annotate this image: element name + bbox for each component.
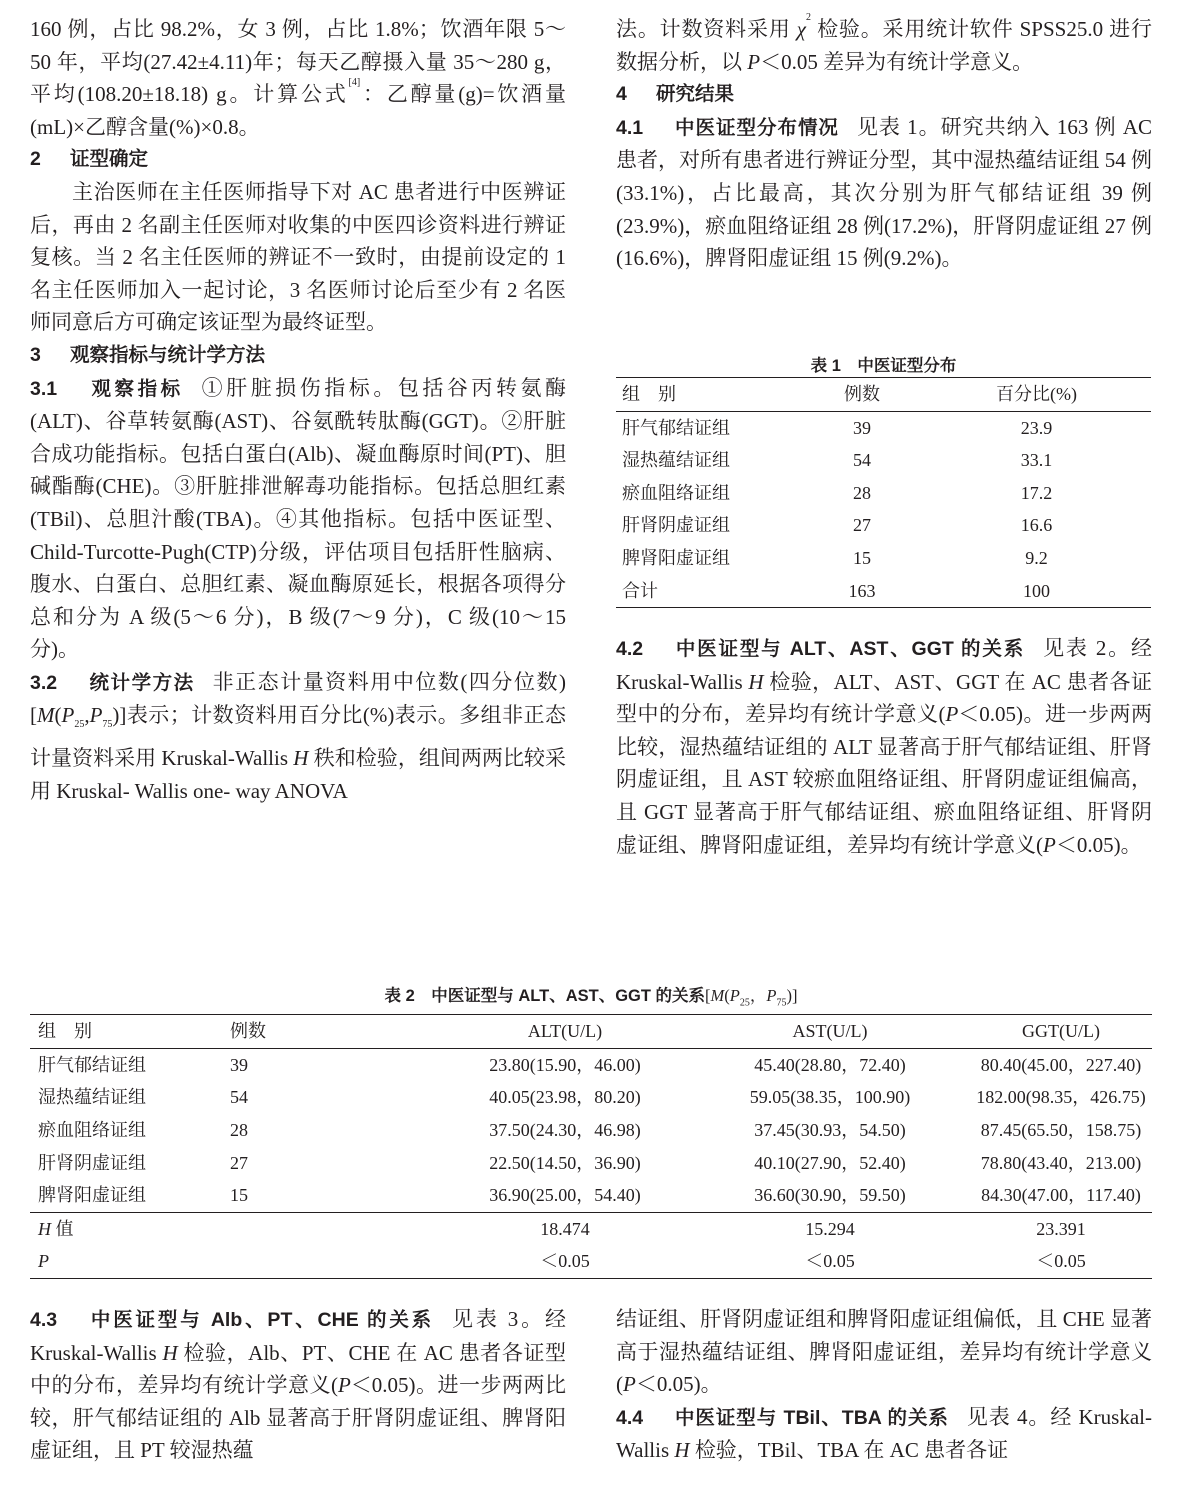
header-group: 组 别 [38,1021,92,1042]
count-cell: 27 [230,1152,248,1173]
section-title: 研究结果 [656,83,735,106]
section-4-2-heading [616,638,1025,660]
count-cell: 163 [848,580,876,601]
group-cell: 瘀血阻络证组 [622,482,730,503]
section-4-2-paragraph [616,632,1152,861]
section-body: 见表 3。经 Kruskal-Wallis [30,1307,566,1365]
section-4-1-paragraph [616,111,1152,275]
section-number: 4.3 [30,1309,58,1331]
table-1 [616,355,1151,608]
math-P: P [945,702,959,727]
section-number: 4.4 [616,1406,644,1429]
subscript: 75 [776,997,787,1009]
intro-paragraph [30,13,566,143]
percent-cell: 9.2 [1025,547,1048,568]
right-column [616,13,1152,275]
section-body: ]表示；计数资料用百分比(%)表示。多组非正态计量资料采用 Kruskal-Wallis [30,703,566,771]
group-cell: 湿热蕴结证组 [38,1087,146,1108]
empty-cell [206,1245,440,1278]
section-body: 检验，Alb、PT、CHE 在 AC 患者各证型中的分布，差异均有统计学意义( [30,1340,566,1398]
math-P: P [61,703,75,728]
section-4-3-block [30,1303,566,1467]
section-4-3-paragraph [30,1303,566,1467]
math-H: H [748,669,764,694]
count-cell: 39 [230,1054,248,1075]
section-number: 3.2 [30,671,58,694]
group-cell: 肝肾阴虚证组 [622,515,730,536]
section-number: 3.1 [30,377,58,400]
section-3-1-heading [30,378,184,400]
group-cell: 脾肾阳虚证组 [622,547,730,568]
section-body: ①肝脏损伤指标。包括谷丙转氨酶(ALT)、谷草转氨酶(AST)、谷氨酰转肽酶(GGT)。②肝脏合成功能指标。包括白蛋白(Alb)、凝血酶原时间(PT)、胆碱酯酶(CHE)。③肝脏排泄解毒功能指标。包括总胆红素(TBil)、总胆汁酸(TBA)。④其他指标。包括中医证型、Child-Turcotte-Pugh(CTP)分级，评估项目包括肝性脑病、腹水、白蛋白、总胆红素、凝血酶原延长，根据各项得分总和分为 A 级(5～6 分)，B 级(7～9 分)，C 级(10～15 分)。 [30,375,566,662]
caption-title: 中医证型与 ALT、AST、GGT 的关系 [431,987,706,1005]
p-alt: ＜0.05 [540,1251,590,1272]
alt-cell: 40.05(23.98，80.20) [489,1087,641,1108]
h-ggt: 23.391 [1036,1218,1086,1239]
header-ggt: GGT(U/L) [1022,1021,1100,1042]
math-P: P [623,1372,636,1397]
section-3-2-paragraph: 3.2 统计学方法 非正态计量资料用中位数(四分位数)$[M(P_{25},P_{75})]$表示；计数资料用百分比(%)表示。多组非正态计量资料采用 Kruskal-Wallis H 秩和检验，组间两两比较采用 Kruskal- Wallis one- way ANOVA [30,666,566,808]
table-row [616,411,1151,444]
section-body: 见表 1。研究共纳入 163 例 AC 患者，对所有患者进行辨证分型，其中湿热蕴结证组 54 例(33.1%)，占比最高，其次分别为肝气郁结证组 39 例(23.9%)，瘀血阻络证组 28 例(17.2%)，肝肾阴虚证组 27 例(16.6%)，脾肾阳虚证组 15 例(9.2%)。 [616,114,1152,271]
group-cell: 湿热蕴结证组 [622,450,730,471]
count-cell: 15 [853,547,871,568]
group-cell: 肝气郁结证组 [622,417,730,438]
ast-cell: 40.10(27.90，52.40) [754,1152,906,1173]
alt-cell: 23.80(15.90，46.00) [489,1054,641,1075]
section-4-4-heading [616,1407,949,1429]
caption-title: 中医证型分布 [857,357,957,375]
section-title: 观察指标 [88,377,184,400]
math-P: P [1043,832,1056,857]
ggt-cell: 78.80(43.40，213.00) [980,1152,1142,1173]
math-P: P [729,986,740,1005]
section-body: 见表 4。经 Kruskal-Wallis [616,1404,1152,1463]
continuation-paragraph [616,13,1152,78]
section-4-4-paragraph [616,1401,1152,1467]
p-label [30,1245,206,1278]
body-text: 法。计数资料采用 [616,17,797,41]
table-row [616,509,1151,542]
table-1-caption [616,355,1151,377]
math-P: P [38,1251,49,1272]
count-cell: 28 [853,482,871,503]
math-H: H [38,1218,51,1239]
section-number: 4 [616,83,627,106]
citation-ref: [4] [348,77,361,89]
section-title: 中医证型与 Alb、PT、CHE 的关系 [88,1309,435,1331]
ggt-cell: 87.45(65.50，158.75) [980,1120,1142,1141]
section-number: 2 [30,148,41,171]
table-row [616,542,1151,575]
section-3-heading [30,339,566,372]
section-title: 中医证型分布情况 [674,116,839,139]
math-H: H [674,1438,690,1463]
header-group: 组 别 [622,384,676,404]
left-column [30,13,566,807]
percent-cell: 17.2 [1020,482,1053,503]
section-number: 4.2 [616,638,644,660]
group-cell: 瘀血阻络证组 [38,1120,146,1141]
section-number: 3 [30,343,41,366]
section-title: 证型确定 [70,148,149,171]
caption-number: 表 2 [384,987,415,1005]
table-1-grid [616,377,1151,608]
section-4-heading [616,78,1152,111]
count-cell: 15 [230,1185,248,1206]
section-4-2-block [616,632,1152,861]
table-row [30,1081,1152,1114]
section-body: ＜0.05)。进一步两两比较，湿热蕴结证组的 ALT 显著高于肝气郁结证组、肝肾阴虚证组，且 AST 较瘀血阻络证组、肝肾阴虚证组偏高，且 GGT 显著高于肝气郁结证组、瘀血阻络证组、肝肾阴虚证组、脾肾阳虚证组，差异均有统计学意义( [616,702,1152,857]
math-P: P [337,1373,351,1398]
p-ggt: ＜0.05 [1036,1251,1086,1272]
table-row [616,477,1151,510]
h-label [30,1212,206,1245]
table-row [30,1147,1152,1180]
ast-cell: 59.05(38.35，100.90) [749,1087,911,1108]
body-text: ＜0.05 差异为有统计学意义。 [760,49,1034,74]
table-2-grid [30,1014,1152,1279]
header-alt: ALT(U/L) [527,1021,603,1042]
section-body: 非正态计量资料用中位数(四分位数)[ [30,669,566,728]
count-cell: 54 [853,450,871,471]
section-body: 秩和检验，组间两两比较采用 Kruskal- Wallis one- way ANOVA [30,746,566,803]
section-title: 中医证型与 ALT、AST、GGT 的关系 [674,638,1026,660]
section-title: 中医证型与 TBil、TBA 的关系 [674,1406,949,1429]
math-chi: χ [796,17,806,41]
section-4-1-heading [616,117,839,139]
intro-text: 160 例，占比 98.2%，女 3 例，占比 1.8%；饮酒年限 5～50 年，平均(27.42±4.11)年；每天乙醇摄入量 35～280 g，平均(108.20±18.18) g。计算公式 [30,17,566,107]
count-cell: 27 [853,515,871,536]
math-P: P [89,703,103,728]
table-row [616,444,1151,477]
intro-formula-text: ：乙醇量(g)=饮酒量(mL)×乙醇含量(%)×0.8。 [30,82,566,139]
label-text: 值 [51,1218,74,1239]
group-cell: 合计 [622,580,658,601]
header-percent: 百分比(%) [996,384,1077,404]
subscript: 25 [74,719,85,731]
empty-cell [206,1212,440,1245]
section-title: 观察指标与统计学方法 [70,343,266,366]
table-header-row [616,378,1151,412]
percent-cell: 100 [1023,580,1050,601]
body-text: 检验。采用统计软件 SPSS25.0 进行数据分析，以 [616,17,1153,74]
group-cell: 肝气郁结证组 [38,1054,146,1075]
section-body: 检验，ALT、AST、GGT 在 AC 患者各证型中的分布，差异均有统计学意义( [616,669,1152,727]
count-cell: 39 [853,417,871,438]
table-row [616,575,1151,608]
ast-cell: 36.60(30.90，59.50) [754,1185,906,1206]
math-P: P [747,49,761,74]
section-title: 统计学方法 [88,671,195,694]
alt-cell: 22.50(14.50，36.90) [489,1152,641,1173]
count-cell: 28 [230,1120,248,1141]
group-cell: 肝肾阴虚证组 [38,1152,146,1173]
caption-number: 表 1 [810,357,841,375]
section-2-heading [30,143,566,176]
header-count: 例数 [844,384,880,404]
table-row [30,1048,1152,1081]
math-H: H [162,1340,178,1365]
percent-cell: 23.9 [1020,417,1053,438]
body-text: 结证组、肝肾阴虚证组和脾肾阳虚证组偏低，且 CHE 显著高于湿热蕴结证组、脾肾阳虚证组，差异均有统计学意义( [616,1307,1152,1397]
h-value-row [30,1212,1152,1245]
h-alt: 18.474 [540,1218,590,1239]
section-3-2-heading [30,672,195,694]
alt-cell: 37.50(24.30，46.98) [489,1120,641,1141]
table-2 [30,985,1152,1279]
table-header-row [30,1015,1152,1049]
h-ast: 15.294 [805,1218,855,1239]
percent-cell: 33.1 [1020,450,1053,471]
section-4-3-heading [30,1309,434,1331]
superscript: 2 [805,12,811,23]
section-body: 检验，TBil、TBA 在 AC 患者各证 [689,1438,1009,1463]
math-H: H [293,746,309,771]
percent-cell: 16.6 [1020,515,1053,536]
subscript: 75 [102,719,113,731]
math-M: M [37,703,55,728]
section-2-body: 主治医师在主任医师指导下对 AC 患者进行中医辨证后，再由 2 名副主任医师对收集的中医四诊资料进行辨证复核。当 2 名主任医师的辨证不一致时，由提前设定的 1 名主任医师加入一起讨论，3 名医师讨论后至少有 2 名医师同意后方可确定该证型为最终证型。 [30,179,566,335]
table-row [30,1114,1152,1147]
table-row [30,1179,1152,1212]
count-cell: 54 [230,1087,248,1108]
section-number: 4.1 [616,116,644,139]
p-ast: ＜0.05 [805,1251,855,1272]
section-body: 见表 2。经 Kruskal-Wallis [616,636,1153,694]
alt-cell: 36.90(25.00，54.40) [489,1185,641,1206]
section-3-1-paragraph [30,372,566,666]
table-2-caption: 表 2 中医证型与 ALT、AST、GGT 的关系[$M(P_{25}$，$P_{75}$)] [384,986,798,1009]
header-ast: AST(U/L) [792,1021,868,1042]
ggt-cell: 80.40(45.00，227.40) [980,1054,1142,1075]
ast-cell: 37.45(30.93，54.50) [754,1120,906,1141]
group-cell: 脾肾阳虚证组 [38,1185,146,1206]
section-body: ＜0.05)。 [1055,832,1142,857]
header-count: 例数 [230,1021,266,1042]
p-value-row [30,1245,1152,1278]
body-text: ＜0.05)。 [635,1372,722,1397]
bottom-right-block [616,1303,1152,1467]
ast-cell: 45.40(28.80，72.40) [754,1054,906,1075]
section-body: ＜0.05)。进一步两两比较，肝气郁结证组的 Alb 显著高于肝肾阴虚证组、脾肾阳虚证组，且 PT 较湿热蕴 [30,1373,566,1463]
subscript: 25 [739,997,750,1009]
math-P: P [766,986,777,1005]
ggt-cell: 182.00(98.35，426.75) [976,1087,1146,1108]
section-4-3-continuation [616,1303,1152,1401]
ggt-cell: 84.30(47.00，117.40) [981,1185,1141,1206]
math-M: M [710,986,725,1005]
